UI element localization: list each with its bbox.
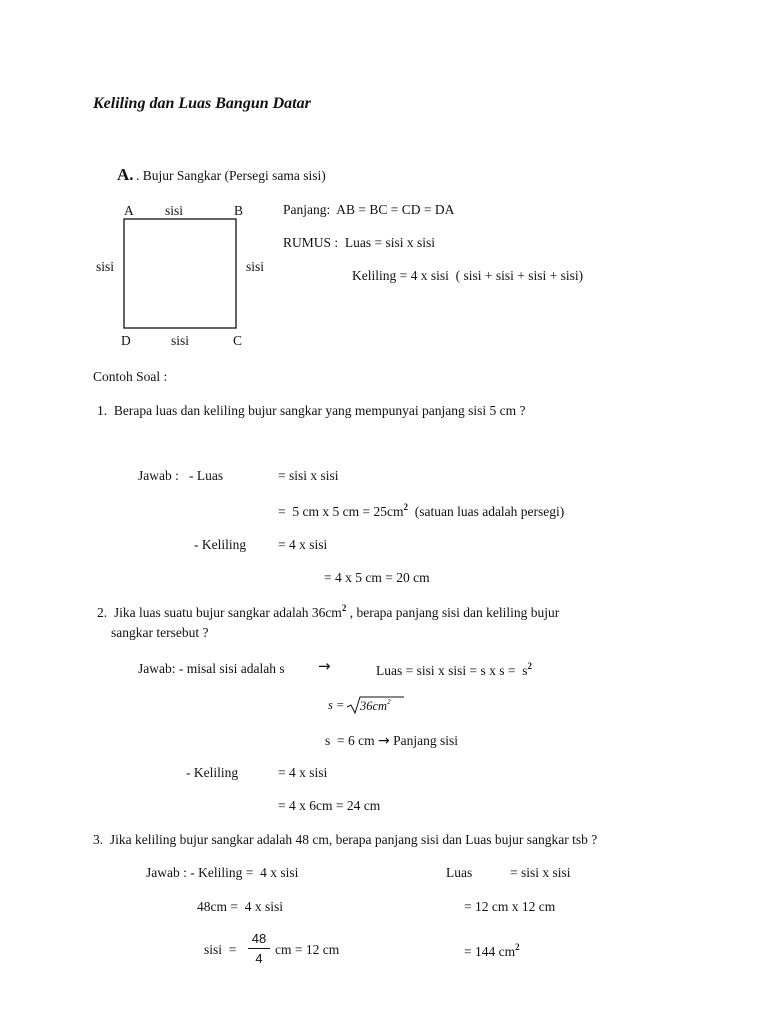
- q1-luas-step-2: = 5 cm x 5 cm = $25cm^2$ (satuan luas adalah persegi): [278, 502, 565, 519]
- q1-keliling-label: - Keliling: [194, 537, 247, 552]
- question-1: 1. Berapa luas dan keliling bujur sangkar yang mempunyai panjang sisi 5 cm ?: [97, 403, 526, 418]
- question-2-line-2: sangkar tersebut ?: [111, 625, 209, 640]
- q2-luas-formula: Luas = sisi x sisi = s x $s = s^2$: [376, 661, 532, 678]
- vertex-a-label: A: [124, 203, 134, 218]
- q3-sisi-lhs: sisi =: [204, 942, 237, 957]
- q3-luas-step-2: = 12 cm x 12 cm: [464, 899, 556, 914]
- q3-luas-step-1: = sisi x sisi: [510, 865, 571, 880]
- q2-s-result: s = 6 cm → Panjang sisi: [325, 733, 458, 749]
- q2-sqrt-lhs: s =: [328, 698, 348, 712]
- side-left-label: sisi: [96, 259, 115, 274]
- q1-keliling-step-2: = 4 x 5 cm = 20 cm: [324, 570, 430, 585]
- vertex-c-label: C: [233, 333, 243, 348]
- fraction-numerator: 48: [251, 931, 267, 946]
- q2-keliling-step-2: = 4 x 6cm = 24 cm: [278, 798, 381, 813]
- section-heading: . Bujur Sangkar (Persegi sama sisi): [136, 168, 326, 183]
- q2-keliling-step-1: = 4 x sisi: [278, 765, 328, 780]
- q3-eq1: 48cm = 4 x sisi: [197, 899, 283, 914]
- q3-jawab: Jawab : - Keliling = 4 x sisi: [146, 865, 299, 880]
- arrow-icon: →: [318, 657, 331, 675]
- side-right-label: sisi: [246, 259, 265, 274]
- q2-sqrt-radicand: $36cm^2$: [360, 698, 391, 713]
- q1-jawab-label: Jawab : - Luas: [138, 468, 224, 483]
- square-shape: [124, 219, 236, 328]
- q3-luas-label: Luas: [446, 865, 473, 880]
- keliling-formula: Keliling = 4 x sisi ( sisi + sisi + sisi + sisi): [352, 268, 584, 283]
- vertex-b-label: B: [234, 203, 244, 218]
- vertex-d-label: D: [121, 333, 131, 348]
- page-title: Keliling dan Luas Bangun Datar: [93, 95, 311, 112]
- q3-fraction: [248, 931, 270, 966]
- q1-luas-step-1: = sisi x sisi: [278, 468, 339, 483]
- fraction-bar: [248, 948, 270, 949]
- q1-keliling-step-1: = 4 x sisi: [278, 537, 328, 552]
- q2-jawab: Jawab: - misal sisi adalah s: [138, 661, 285, 676]
- q3-luas-step-3: = 144 $cm^2$: [464, 942, 520, 959]
- contoh-soal-label: Contoh Soal :: [93, 369, 168, 384]
- rumus-text: RUMUS : Luas = sisi x sisi: [283, 235, 436, 250]
- question-2-line-1: 2. Jika luas suatu bujur sangkar adalah $36cm^2$ , berapa panjang sisi dan keliling bujur: [97, 603, 560, 620]
- panjang-text: Panjang: AB = BC = CD = DA: [283, 202, 455, 217]
- q3-sisi-rhs: cm = 12 cm: [275, 942, 340, 957]
- fraction-denominator: 4: [255, 951, 263, 966]
- section-letter: A.: [117, 165, 134, 184]
- q2-keliling-label: - Keliling: [186, 765, 239, 780]
- question-3: 3. Jika keliling bujur sangkar adalah 48 cm, berapa panjang sisi dan Luas bujur sangkar tsb ?: [93, 832, 598, 847]
- side-top-label: sisi: [165, 203, 184, 218]
- side-bottom-label: sisi: [171, 333, 190, 348]
